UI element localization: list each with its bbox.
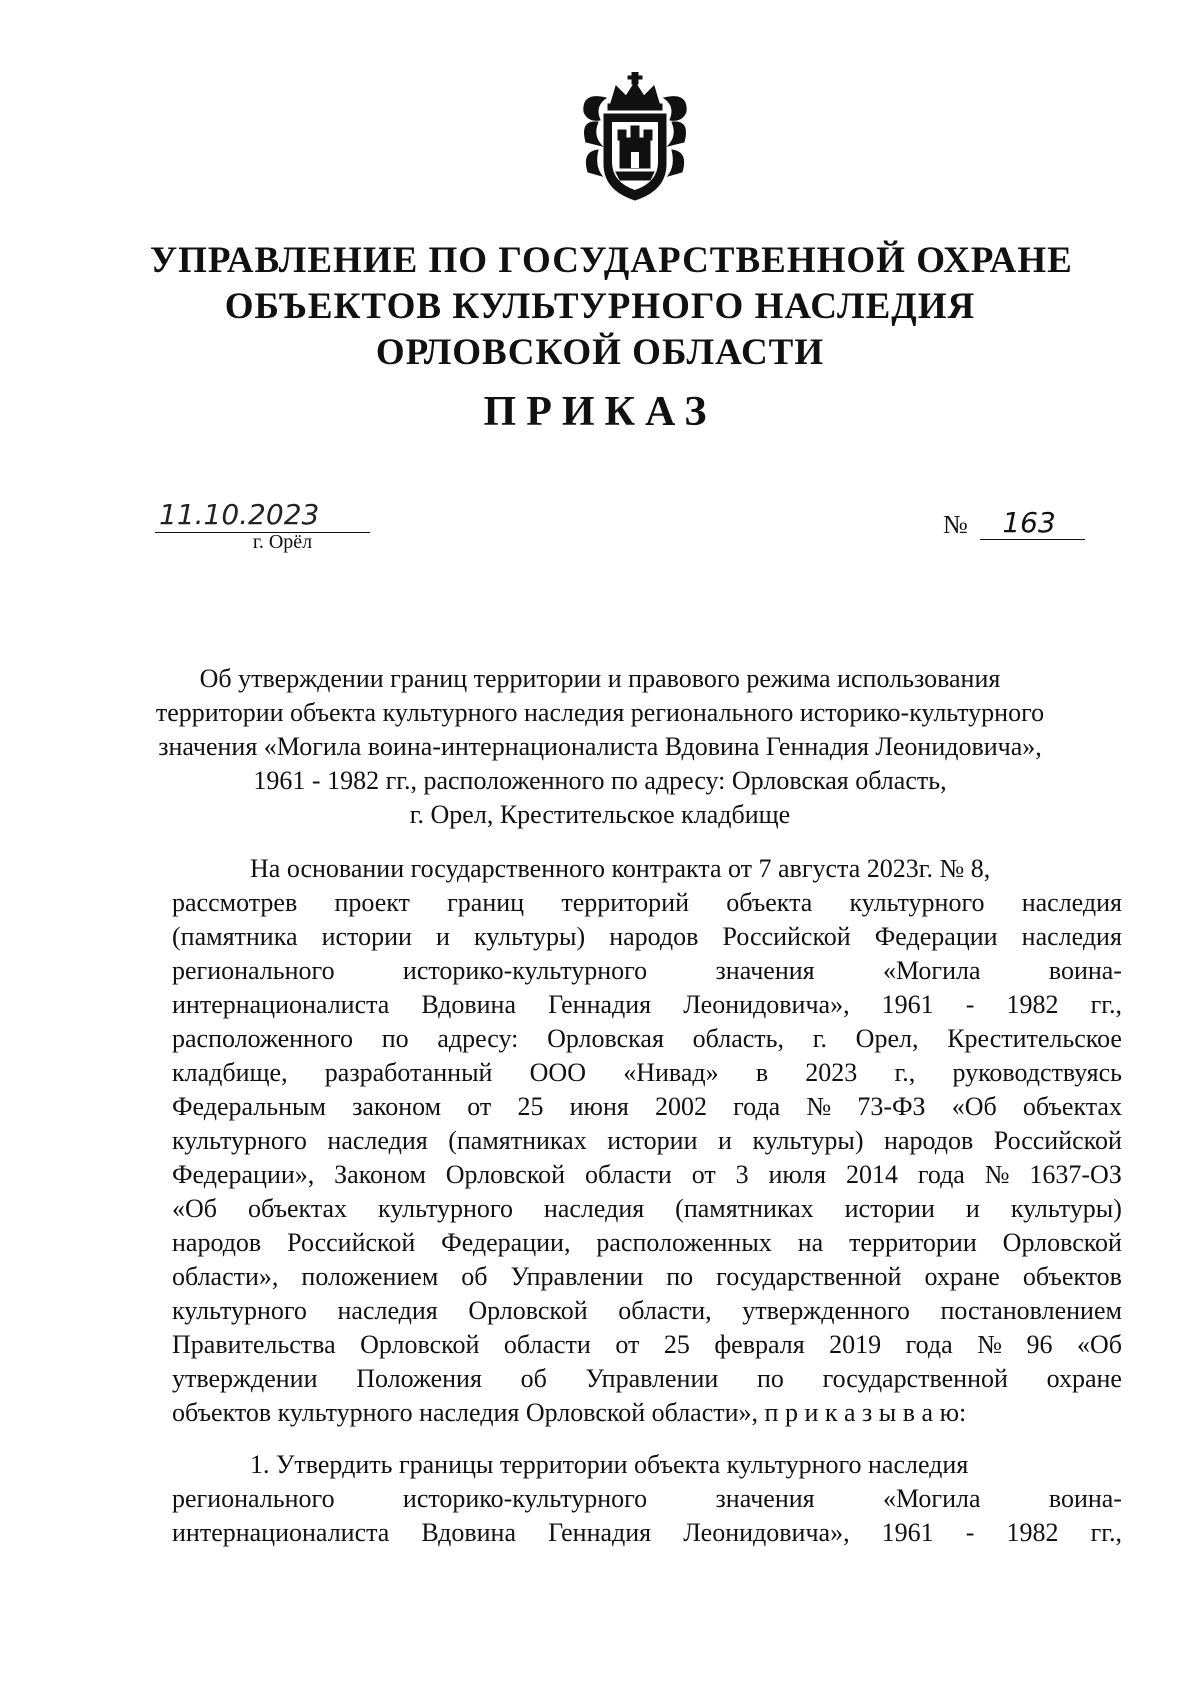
number-sign: № xyxy=(943,510,968,539)
agency-name-line: ОРЛОВСКОЙ ОБЛАСТИ xyxy=(375,332,825,373)
date-block xyxy=(155,498,370,554)
body-line: регионального историко-культурного значения «Могила воина- xyxy=(172,956,1122,985)
order-subject xyxy=(150,662,1050,832)
body-line: объектов культурного наследия Орловской области», п р и к а з ы в а ю: xyxy=(172,1398,967,1427)
body-line: регионального историко-культурного значения «Могила воина- xyxy=(172,1484,1122,1513)
body-paragraph-preamble xyxy=(172,852,1122,1430)
body-line: интернационалиста Вдовина Геннадия Леонидовича», 1961 - 1982 гг., xyxy=(172,1518,1122,1547)
body-line: 1. Утвердить границы территории объекта культурного наследия xyxy=(250,1450,969,1479)
body-paragraph-item-1 xyxy=(172,1448,1122,1550)
body-line: народов Российской Федерации, расположенных на территории Орловской xyxy=(172,1228,1122,1257)
body-line: «Об объектах культурного наследия (памятниках истории и культуры) xyxy=(172,1194,1122,1223)
body-line: Федеральным законом от 25 июня 2002 года № 73-ФЗ «Об объектах xyxy=(172,1092,1122,1121)
body-line: культурного наследия (памятниках истории и культуры) народов Российской xyxy=(172,1126,1122,1155)
body-line: расположенного по адресу: Орловская область, г. Орел, Крестительское xyxy=(172,1024,1122,1053)
body-line: рассмотрев проект границ территорий объекта культурного наследия xyxy=(172,888,1122,917)
agency-name xyxy=(150,238,1073,376)
body-line: интернационалиста Вдовина Геннадия Леонидовича», 1961 - 1982 гг., xyxy=(172,990,1122,1019)
order-number-block xyxy=(943,506,1093,540)
body-line: Федерации», Законом Орловской области от 3 июля 2014 года № 1637-ОЗ xyxy=(172,1160,1122,1189)
agency-name-line: УПРАВЛЕНИЕ ПО ГОСУДАРСТВЕННОЙ ОХРАНЕ xyxy=(150,240,1073,281)
body-line: области», положением об Управлении по государственной охране объектов xyxy=(172,1262,1122,1291)
agency-name-line: ОБЪЕКТОВ КУЛЬТУРНОГО НАСЛЕДИЯ xyxy=(224,286,976,327)
city-label: г. Орёл xyxy=(252,531,313,553)
body-line: утверждении Положения об Управлении по государственной охране xyxy=(172,1364,1122,1393)
body-line: На основании государственного контракта от 7 августа 2023г. № 8, xyxy=(250,854,991,883)
body-line: Правительства Орловской области от 25 февраля 2019 года № 96 «Об xyxy=(172,1330,1122,1359)
document-type-title: ПРИКАЗ xyxy=(483,389,717,435)
subject-line: Об утверждении границ территории и правового режима использования xyxy=(199,664,1001,693)
coat-of-arms-emblem xyxy=(580,72,690,204)
subject-line: 1961 - 1982 гг., расположенного по адресу: Орловская область, xyxy=(253,766,947,795)
subject-line: значения «Могила воина-интернационалиста Вдовина Геннадия Леонидовича», xyxy=(158,732,1042,761)
subject-line: г. Орел, Крестительское кладбище xyxy=(409,800,791,829)
body-line: культурного наследия Орловской области, утвержденного постановлением xyxy=(172,1296,1122,1325)
handwritten-order-number: 163 xyxy=(980,506,1085,540)
body-line: кладбище, разработанный ООО «Нивад» в 2023 г., руководствуясь xyxy=(172,1058,1122,1087)
handwritten-date: 11.10.2023 xyxy=(155,498,370,533)
subject-line: территории объекта культурного наследия регионального историко-культурного xyxy=(155,698,1045,727)
body-line: (памятника истории и культуры) народов Российской Федерации наследия xyxy=(172,922,1122,951)
